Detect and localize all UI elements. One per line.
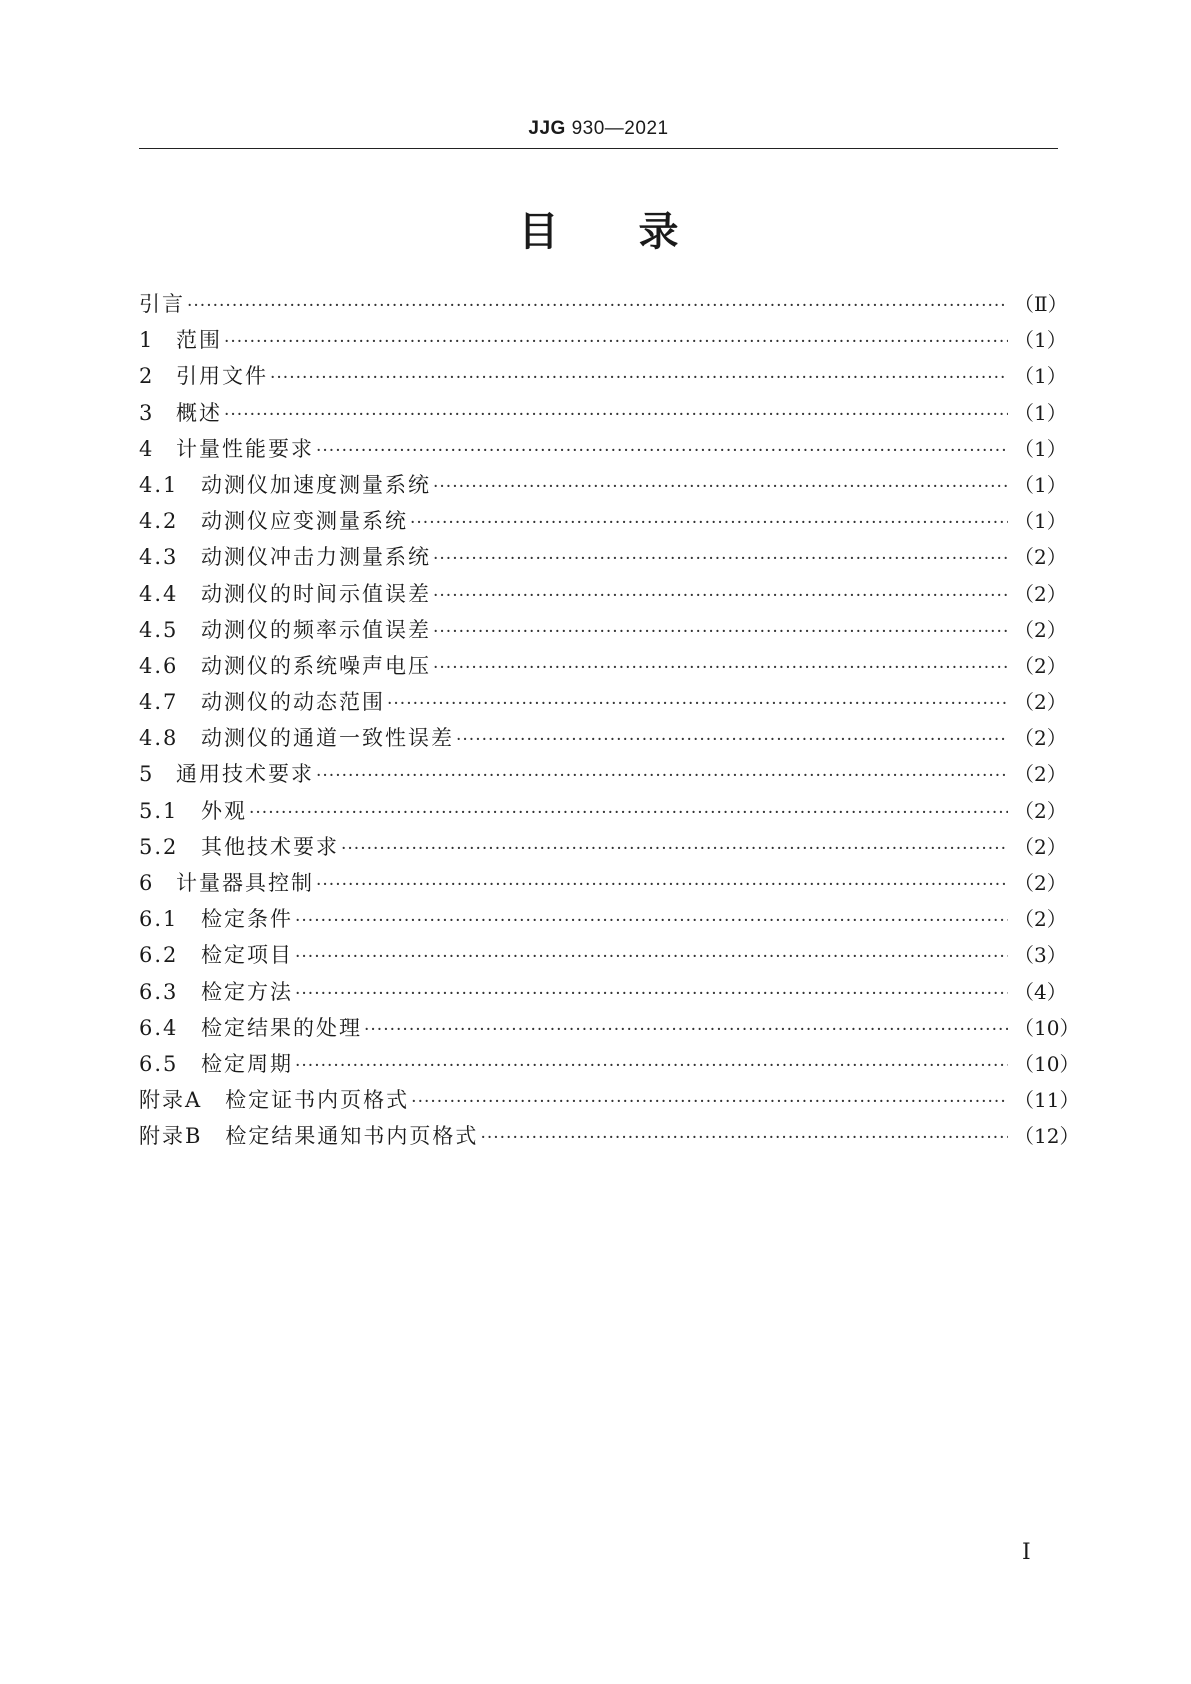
toc-dot-leader	[387, 686, 1008, 722]
toc-entry-page: （1）	[1014, 436, 1067, 461]
toc-entry-number: 5	[139, 762, 155, 787]
toc-entry[interactable]	[139, 901, 1067, 937]
toc-entry-page: （1）	[1014, 364, 1067, 389]
toc-dot-leader	[249, 795, 1008, 831]
document-code-prefix: JJG	[528, 118, 566, 139]
toc-entry-page: （2）	[1014, 907, 1067, 932]
toc-entry-number: 1	[139, 328, 155, 353]
toc-entry-title: 引言	[139, 292, 185, 316]
toc-entry-number: 3	[139, 400, 155, 425]
toc-entry-page: （2）	[1014, 617, 1067, 642]
toc-dot-leader	[433, 650, 1008, 686]
toc-dot-leader	[295, 976, 1008, 1012]
toc-entry[interactable]	[139, 793, 1067, 829]
toc-entry[interactable]	[139, 612, 1067, 648]
toc-entry-title: 动测仪的系统噪声电压	[201, 653, 431, 678]
toc-entry-page: （2）	[1014, 545, 1067, 570]
toc-entry-title: 其他技术要求	[201, 834, 339, 859]
toc-entry-number: 5.1	[139, 798, 179, 823]
toc-entry-title: 动测仪加速度测量系统	[201, 472, 431, 497]
toc-entry[interactable]	[139, 1046, 1080, 1082]
toc-entry[interactable]	[139, 1010, 1080, 1046]
toc-entry-page: （3）	[1014, 943, 1067, 968]
toc-entry[interactable]	[139, 1082, 1080, 1118]
toc-dot-leader	[187, 288, 1008, 324]
toc-entry-page: （2）	[1014, 871, 1067, 895]
toc-entry-number: 6	[139, 871, 155, 895]
toc-entry-number: 6.1	[139, 907, 179, 932]
toc-dot-leader	[364, 1012, 1008, 1048]
toc-entry-page: （10）	[1014, 1015, 1080, 1040]
toc-entry-title: 动测仪的频率示值误差	[201, 617, 431, 642]
toc-dot-leader	[433, 469, 1008, 505]
toc-entry-number: 2	[139, 364, 155, 389]
toc-entry-page: （10）	[1014, 1051, 1080, 1076]
toc-entry-page: （2）	[1014, 581, 1067, 606]
toc-entry-number: 6.2	[139, 943, 179, 968]
toc-entry-page: （2）	[1014, 834, 1067, 859]
toc-dot-leader	[316, 758, 1008, 794]
table-of-contents	[139, 286, 1080, 1155]
toc-entry-page: （2）	[1014, 690, 1067, 715]
toc-entry-page: （2）	[1014, 726, 1067, 751]
toc-entry-title: 计量器具控制	[176, 871, 314, 895]
toc-entry-number: 4.6	[139, 653, 179, 678]
toc-entry[interactable]	[139, 431, 1067, 467]
page-number: Ⅰ	[1022, 1540, 1031, 1565]
toc-entry-number: 6.3	[139, 979, 179, 1004]
toc-entry[interactable]	[139, 467, 1067, 503]
toc-dot-leader	[316, 867, 1008, 903]
toc-entry-page: （1）	[1014, 509, 1067, 534]
toc-entry[interactable]	[139, 286, 1068, 322]
toc-entry[interactable]	[139, 684, 1067, 720]
toc-dot-leader	[224, 324, 1008, 360]
toc-dot-leader	[433, 614, 1008, 650]
toc-entry-page: （2）	[1014, 653, 1067, 678]
toc-entry[interactable]	[139, 756, 1067, 792]
toc-entry[interactable]	[139, 829, 1067, 865]
toc-entry-page: （Ⅱ）	[1014, 292, 1068, 316]
toc-entry-page: （1）	[1014, 400, 1067, 425]
toc-dot-leader	[295, 939, 1008, 975]
toc-entry-title: 附录A 检定证书内页格式	[139, 1088, 410, 1113]
toc-dot-leader	[433, 541, 1008, 577]
toc-entry[interactable]	[139, 358, 1067, 394]
toc-entry-title: 动测仪应变测量系统	[201, 509, 408, 534]
toc-entry-page: （1）	[1014, 328, 1067, 353]
toc-dot-leader	[316, 433, 1008, 469]
toc-entry-title: 计量性能要求	[176, 436, 314, 461]
toc-entry-title: 外观	[201, 798, 247, 823]
toc-entry-title: 范围	[176, 328, 222, 353]
toc-dot-leader	[480, 1120, 1008, 1156]
toc-dot-leader	[270, 360, 1008, 396]
toc-entry-page: （2）	[1014, 798, 1067, 823]
toc-entry-number: 4.4	[139, 581, 179, 606]
toc-entry[interactable]	[139, 322, 1067, 358]
toc-entry[interactable]	[139, 395, 1067, 431]
toc-entry-page: （12）	[1014, 1124, 1080, 1149]
toc-dot-leader	[410, 505, 1008, 541]
toc-entry-page: （2）	[1014, 762, 1067, 787]
toc-entry-page: （1）	[1014, 472, 1067, 497]
toc-entry-page: （11）	[1014, 1088, 1080, 1113]
toc-entry-number: 4.3	[139, 545, 179, 570]
toc-dot-leader	[341, 831, 1008, 867]
toc-entry-number: 4.7	[139, 690, 179, 715]
toc-dot-leader	[295, 903, 1008, 939]
toc-entry-title: 概述	[176, 400, 222, 425]
toc-entry-number: 6.4	[139, 1015, 179, 1040]
toc-entry-number: 4.5	[139, 617, 179, 642]
toc-dot-leader	[295, 1048, 1008, 1084]
document-code-number: 930—2021	[565, 118, 669, 139]
toc-entry[interactable]	[139, 974, 1067, 1010]
toc-entry-number: 6.5	[139, 1051, 179, 1076]
toc-entry[interactable]	[139, 720, 1067, 756]
toc-entry[interactable]	[139, 937, 1067, 973]
toc-entry[interactable]	[139, 539, 1067, 575]
toc-entry-title: 检定项目	[201, 943, 293, 968]
toc-entry-title: 引用文件	[176, 364, 268, 389]
toc-dot-leader	[433, 578, 1008, 614]
toc-entry-number: 4	[139, 436, 155, 461]
toc-entry-title: 通用技术要求	[176, 762, 314, 787]
toc-entry-number: 4.1	[139, 472, 179, 497]
toc-entry-title: 动测仪的动态范围	[201, 690, 385, 715]
toc-entry[interactable]	[139, 503, 1067, 539]
toc-entry[interactable]	[139, 648, 1067, 684]
toc-dot-leader	[224, 397, 1008, 433]
header-divider	[139, 148, 1058, 149]
page-title: 目录	[518, 209, 759, 255]
toc-dot-leader	[456, 722, 1008, 758]
toc-entry-title: 检定结果的处理	[201, 1015, 362, 1040]
toc-entry-title: 动测仪的时间示值误差	[201, 581, 431, 606]
toc-entry[interactable]	[139, 865, 1067, 901]
document-code-header	[139, 118, 1058, 140]
toc-entry-title: 附录B 检定结果通知书内页格式	[139, 1124, 479, 1149]
toc-entry-number: 4.8	[139, 726, 179, 751]
toc-entry-title: 检定方法	[201, 979, 293, 1004]
toc-entry-number: 5.2	[139, 834, 179, 859]
toc-entry-page: （4）	[1014, 979, 1067, 1004]
toc-entry-title: 检定条件	[201, 907, 293, 932]
toc-dot-leader	[411, 1084, 1008, 1120]
toc-entry-title: 动测仪冲击力测量系统	[201, 545, 431, 570]
toc-entry[interactable]	[139, 576, 1067, 612]
toc-entry-number: 4.2	[139, 509, 179, 534]
toc-entry-title: 检定周期	[201, 1051, 293, 1076]
toc-entry[interactable]	[139, 1118, 1080, 1154]
toc-entry-title: 动测仪的通道一致性误差	[201, 726, 454, 751]
